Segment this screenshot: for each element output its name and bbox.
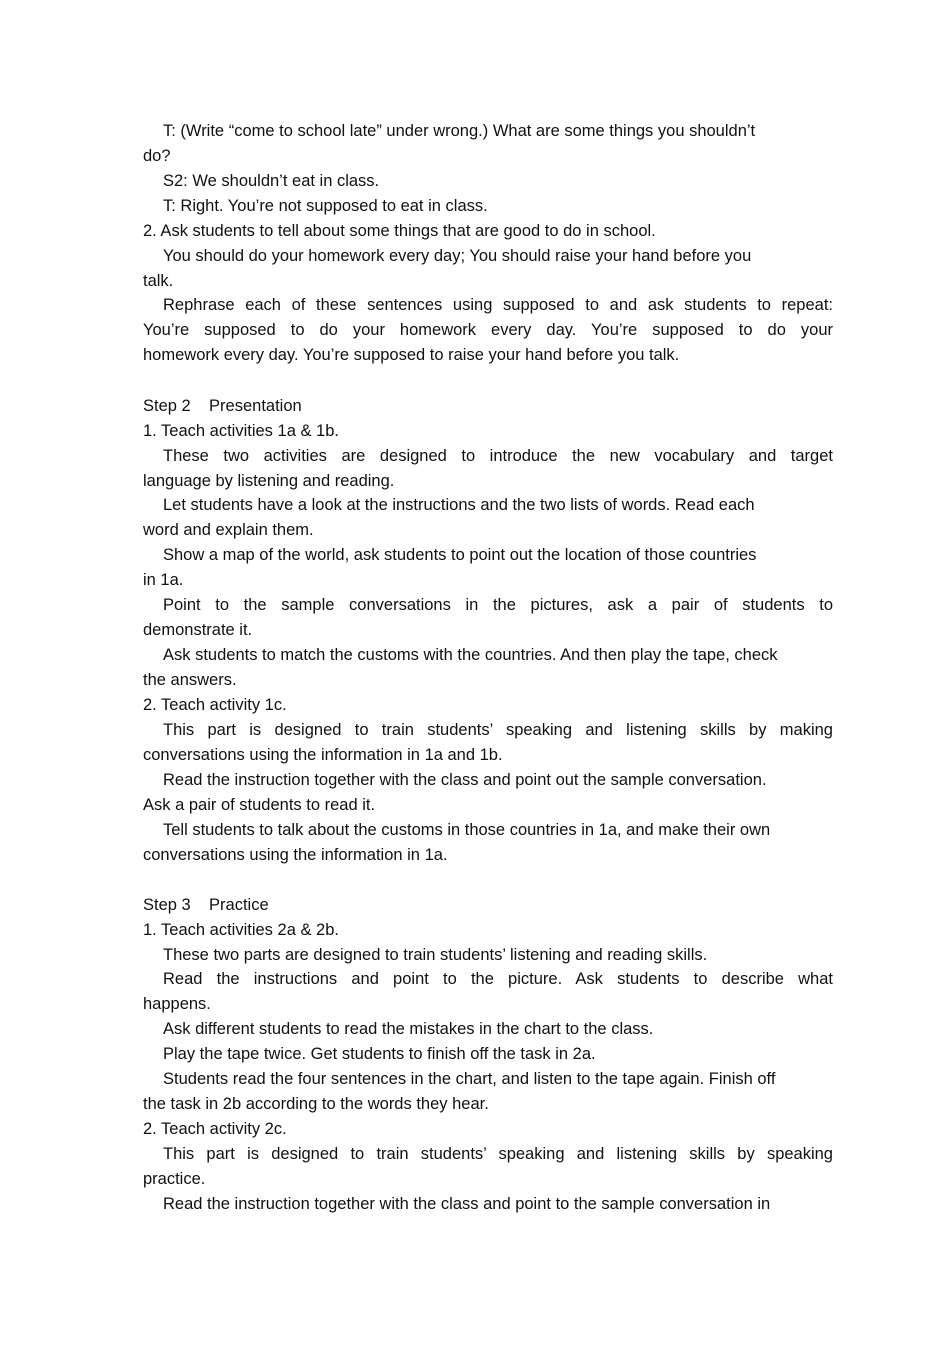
paragraph-line: You should do your homework every day; You should raise your hand before you [163,247,752,265]
paragraph-line: You’re supposed to do your homework every day. You’re supposed to do your [143,321,833,339]
paragraph-line: conversations using the information in 1a. [143,846,448,864]
paragraph-line: Play the tape twice. Get students to finish off the task in 2a. [163,1045,596,1063]
paragraph-line: This part is designed to train students’ speaking and listening skills by speaking [163,1145,833,1163]
step-heading: Step 3 Practice [143,896,269,914]
list-item: 2. Teach activity 1c. [143,696,287,714]
paragraph-line: conversations using the information in 1a and 1b. [143,746,503,764]
paragraph-line: practice. [143,1170,206,1188]
paragraph-line: talk. [143,272,174,290]
paragraph-line: happens. [143,995,211,1013]
paragraph-line: demonstrate it. [143,621,253,639]
paragraph-line: Read the instructions and point to the picture. Ask students to describe what [163,970,833,988]
paragraph-line: T: Right. You’re not supposed to eat in class. [163,197,488,215]
paragraph-line: T: (Write “come to school late” under wrong.) What are some things you shouldn’t [163,122,756,140]
paragraph-line: Point to the sample conversations in the pictures, ask a pair of students to [163,596,833,614]
list-item: 2. Ask students to tell about some things that are good to do in school. [143,222,656,240]
paragraph-line: Let students have a look at the instructions and the two lists of words. Read each [163,496,755,514]
list-item: 1. Teach activities 1a & 1b. [143,422,339,440]
paragraph-line: the answers. [143,671,237,689]
paragraph-line: These two parts are designed to train students’ listening and reading skills. [163,946,708,964]
paragraph-line: Students read the four sentences in the chart, and listen to the tape again. Finish off [163,1070,776,1088]
paragraph-line: Tell students to talk about the customs in those countries in 1a, and make their own [163,821,771,839]
paragraph-line: word and explain them. [143,521,314,539]
paragraph-line: in 1a. [143,571,184,589]
paragraph-line: S2: We shouldn’t eat in class. [163,172,380,190]
paragraph-line: Read the instruction together with the class and point to the sample conversation in [163,1195,771,1213]
list-item: 1. Teach activities 2a & 2b. [143,921,339,939]
paragraph-line: Ask a pair of students to read it. [143,796,376,814]
paragraph-line: Show a map of the world, ask students to point out the location of those countries [163,546,757,564]
list-item: 2. Teach activity 2c. [143,1120,287,1138]
paragraph-line: do? [143,147,171,165]
paragraph-line: These two activities are designed to introduce the new vocabulary and target [163,447,833,465]
paragraph-line: Read the instruction together with the class and point out the sample conversation. [163,771,767,789]
paragraph-line: Rephrase each of these sentences using supposed to and ask students to repeat: [163,296,833,314]
paragraph-line: language by listening and reading. [143,472,395,490]
paragraph-line: the task in 2b according to the words they hear. [143,1095,489,1113]
step-heading: Step 2 Presentation [143,397,302,415]
paragraph-line: This part is designed to train students’ speaking and listening skills by making [163,721,833,739]
paragraph-line: Ask students to match the customs with the countries. And then play the tape, check [163,646,778,664]
paragraph-line: Ask different students to read the mistakes in the chart to the class. [163,1020,654,1038]
paragraph-line: homework every day. You’re supposed to raise your hand before you talk. [143,346,680,364]
